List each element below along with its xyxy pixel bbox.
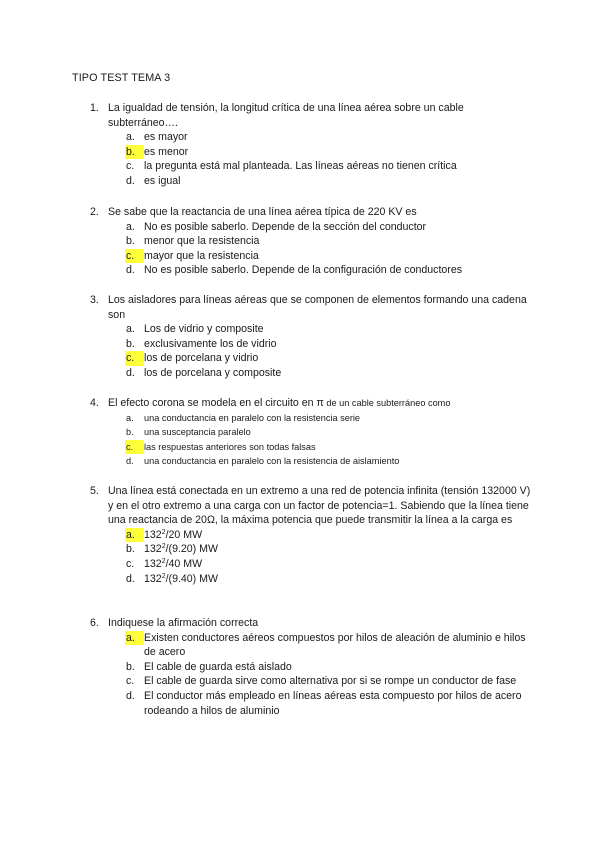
- option-letter-highlighted: c.: [125, 249, 144, 264]
- option-letter: d.: [126, 456, 134, 467]
- option-base: 132: [144, 528, 162, 541]
- option-base: 132: [144, 543, 162, 556]
- option-letter: b.: [126, 235, 135, 248]
- option-exponent: 2: [161, 528, 166, 536]
- question-text: Se sabe que la reactancia de una línea aérea típica de 220 KV es: [108, 206, 417, 218]
- document-title: TIPO TEST TEMA 3: [72, 72, 171, 84]
- option-exponent: 2: [161, 557, 166, 565]
- option-letter-highlighted: a.: [125, 528, 144, 543]
- question-stem: [72, 484, 532, 528]
- question-number: 3.: [90, 294, 99, 306]
- question-text: Indiquese la afirmación correcta: [108, 617, 259, 629]
- question-number: 5.: [90, 485, 99, 497]
- option-letter-highlighted: a.: [125, 631, 144, 646]
- option-a[interactable]: [72, 528, 532, 543]
- option-text: los de porcelana y composite: [144, 366, 282, 379]
- option-text: las respuestas anteriores son todas falsas: [144, 441, 316, 452]
- option-c[interactable]: [72, 159, 532, 174]
- option-rest: /20 MW: [165, 528, 203, 541]
- option-text: No es posible saberlo. Depende de la sección del conductor: [144, 220, 427, 233]
- option-text: menor que la resistencia: [144, 235, 260, 248]
- option-c[interactable]: [72, 351, 532, 366]
- option-letter: c.: [126, 675, 135, 688]
- question-3: [72, 293, 532, 381]
- question-stem: [72, 101, 532, 130]
- option-letter: a.: [126, 412, 134, 423]
- option-letter: b.: [126, 427, 134, 438]
- option-text: la pregunta está mal planteada. Las líneas aéreas no tienen crítica: [144, 160, 457, 173]
- option-a[interactable]: [72, 130, 532, 145]
- question-stem: [72, 293, 532, 322]
- option-a[interactable]: [72, 631, 532, 660]
- option-rest: /(9.20) MW: [165, 543, 218, 556]
- option-text: No es posible saberlo. Depende de la configuración de conductores: [144, 264, 463, 277]
- option-exponent: 2: [161, 543, 166, 551]
- option-text: los de porcelana y vidrio: [144, 352, 259, 365]
- option-rest: /(9.40) MW: [165, 572, 218, 585]
- option-c[interactable]: [72, 249, 532, 264]
- option-letter: d.: [126, 264, 135, 277]
- option-a[interactable]: [72, 411, 532, 426]
- options-list: [72, 528, 532, 586]
- option-b[interactable]: [72, 234, 532, 249]
- option-b[interactable]: [72, 337, 532, 352]
- option-text: es mayor: [144, 131, 188, 144]
- option-text: El cable de guarda sirve como alternativa por si se rompe un conductor de fase: [144, 675, 517, 688]
- option-c[interactable]: [72, 557, 532, 572]
- option-d[interactable]: [72, 572, 532, 587]
- option-text: es menor: [144, 145, 189, 158]
- option-text: El conductor más empleado en líneas aéreas esta compuesto por hilos de acero rodeando a hilos de aluminio: [144, 689, 522, 717]
- question-4: [72, 396, 532, 469]
- option-d[interactable]: [72, 689, 532, 718]
- options-list: [72, 322, 532, 380]
- option-letter: a.: [126, 220, 135, 233]
- question-number: 1.: [90, 102, 99, 114]
- question-text: Una línea está conectada en un extremo a una red de potencia infinita (tensión 132000 V) y en el otro extremo a una carga con un factor de potencia=1. Sabiendo que la línea tiene una reactancia de 20Ω, la máxima potencia que puede transmitir la línea a la carga es: [108, 485, 531, 527]
- option-letter: b.: [126, 543, 135, 556]
- question-stem: [72, 396, 532, 411]
- option-text: exclusivamente los de vidrio: [144, 337, 277, 350]
- option-text: Existen conductores aéreos compuestos por hilos de aleación de aluminio e hilos de acero: [144, 631, 526, 659]
- option-letter: b.: [126, 337, 135, 350]
- question-2: [72, 205, 532, 278]
- question-stem: [72, 616, 532, 631]
- option-base: 132: [144, 572, 162, 585]
- options-list: [72, 411, 532, 469]
- option-text: una susceptancia paralelo: [144, 427, 251, 438]
- question-5: [72, 484, 532, 586]
- option-letter: a.: [126, 131, 135, 144]
- option-b[interactable]: [72, 425, 532, 440]
- option-c[interactable]: [72, 674, 532, 689]
- option-letter: d.: [126, 572, 135, 585]
- option-base: 132: [144, 557, 162, 570]
- option-letter: a.: [126, 323, 135, 336]
- option-letter: d.: [126, 174, 135, 187]
- question-1: [72, 101, 532, 189]
- options-list: [72, 631, 532, 719]
- question-text: Los aisladores para líneas aéreas que se componen de elementos formando una cadena son: [108, 294, 527, 321]
- question-number: 4.: [90, 397, 99, 409]
- option-exponent: 2: [161, 572, 166, 580]
- question-number: 2.: [90, 206, 99, 218]
- option-text: una conductancia en paralelo con la resistencia de aislamiento: [144, 456, 400, 467]
- option-a[interactable]: [72, 322, 532, 337]
- option-text: Los de vidrio y composite: [144, 323, 264, 336]
- option-rest: /40 MW: [165, 557, 203, 570]
- question-stem: [72, 205, 532, 220]
- question-number: 6.: [90, 617, 99, 629]
- question-6: [72, 616, 532, 718]
- options-list: [72, 220, 532, 278]
- question-text: [108, 396, 532, 411]
- option-text: una conductancia en paralelo con la resistencia serie: [144, 412, 361, 423]
- option-letter: c.: [126, 557, 135, 570]
- option-letter: c.: [126, 160, 135, 173]
- option-b[interactable]: [72, 145, 532, 160]
- option-letter-highlighted: c.: [125, 351, 144, 366]
- option-d[interactable]: [72, 174, 532, 189]
- option-letter: b.: [126, 660, 135, 673]
- option-d[interactable]: [72, 454, 532, 469]
- options-list: [72, 130, 532, 188]
- option-d[interactable]: [72, 366, 532, 381]
- option-letter-highlighted: c.: [125, 440, 144, 455]
- option-text: mayor que la resistencia: [144, 249, 259, 262]
- question-text-small: de un cable subterráneo como: [323, 398, 451, 408]
- option-text: es igual: [144, 174, 181, 187]
- option-letter: d.: [126, 366, 135, 379]
- option-a[interactable]: [72, 220, 532, 235]
- option-c[interactable]: [72, 440, 532, 455]
- option-letter-highlighted: b.: [125, 145, 144, 160]
- option-d[interactable]: [72, 263, 532, 278]
- question-text: La igualdad de tensión, la longitud crítica de una línea aérea sobre un cable subterráneo….: [108, 102, 464, 129]
- option-b[interactable]: [72, 542, 532, 557]
- question-text-main: El efecto corona se modela en el circuito en π: [108, 397, 324, 409]
- option-text: El cable de guarda está aislado: [144, 660, 292, 673]
- option-b[interactable]: [72, 660, 532, 675]
- option-letter: d.: [126, 689, 135, 702]
